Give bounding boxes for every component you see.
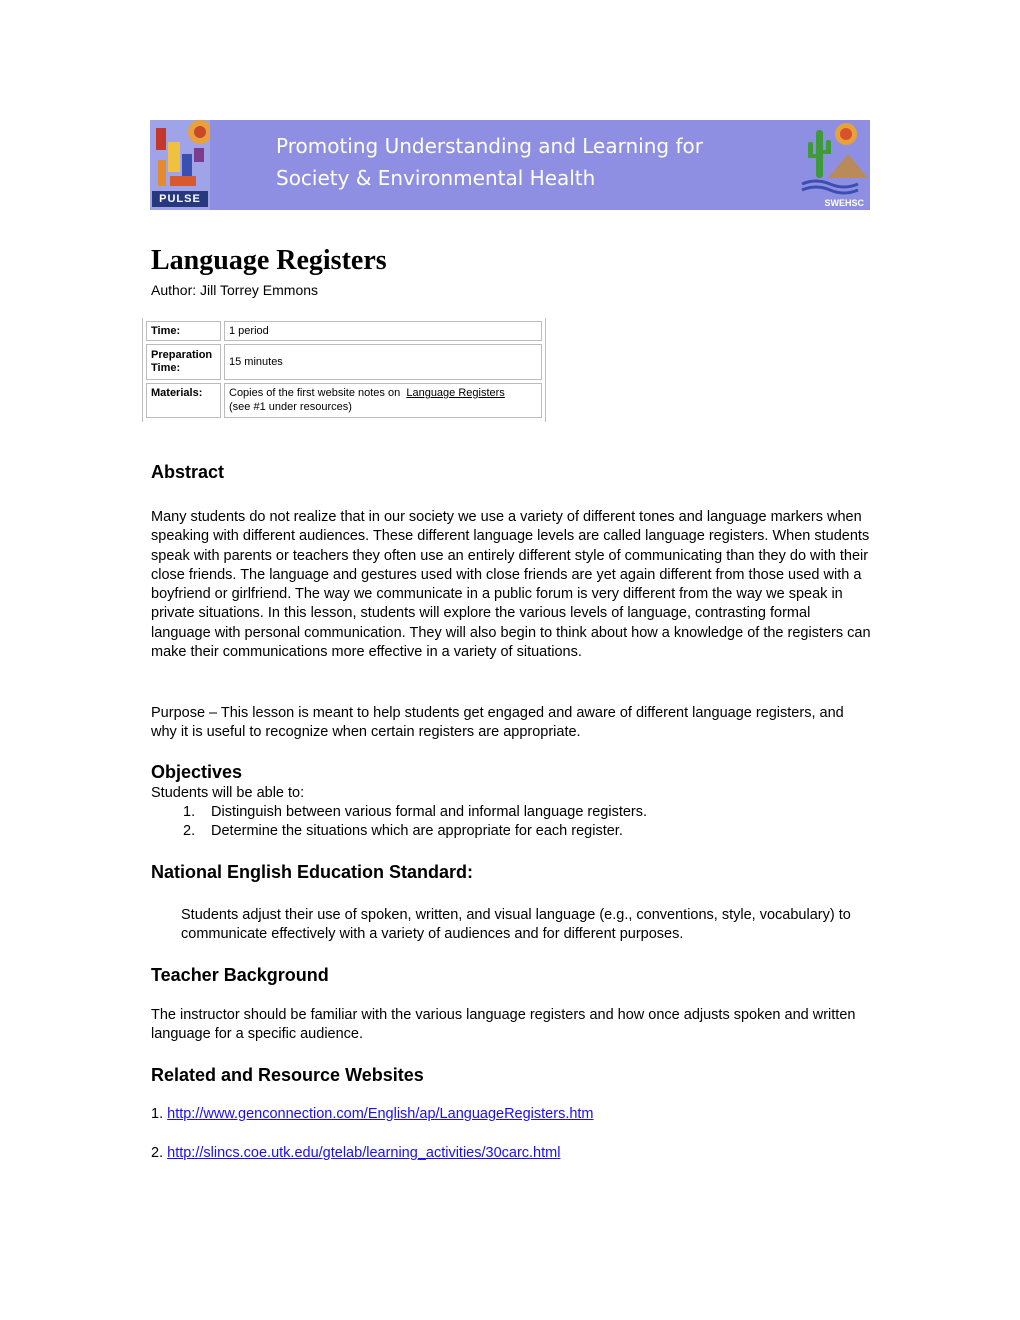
list-item-text: Determine the situations which are appropriate for each register.	[211, 823, 623, 840]
time-label: Time:	[146, 321, 221, 341]
table-row-time	[146, 321, 542, 341]
objectives-intro: Students will be able to:	[151, 785, 305, 801]
purpose-paragraph: Purpose – This lesson is meant to help students get engaged and aware of different language registers, and why it is useful to recognize when certain registers are appropriate.	[151, 705, 844, 741]
cactus-sun-logo-icon	[798, 120, 870, 210]
banner-title	[276, 130, 736, 194]
swehsc-logo	[798, 120, 870, 210]
author-line: Author: Jill Torrey Emmons	[151, 282, 319, 298]
resource-item-1	[151, 1106, 594, 1122]
materials-value	[224, 383, 542, 418]
list-item	[151, 803, 647, 822]
abstract-heading: Abstract	[151, 462, 225, 482]
banner-title-line-2: Society & Environmental Health	[276, 166, 596, 190]
materials-text: Copies of the first website notes on	[229, 387, 401, 399]
swehsc-logo-label: SWEHSC	[824, 198, 864, 208]
language-registers-link[interactable]: Language Registers	[406, 387, 505, 399]
page-title: Language Registers	[151, 245, 387, 276]
preparation-label: Preparation Time:	[146, 344, 221, 380]
objectives-list	[151, 803, 647, 842]
materials-label: Materials:	[146, 383, 221, 418]
pulse-logo-label: PULSE	[152, 191, 208, 207]
pulse-logo	[150, 120, 210, 210]
time-value: 1 period	[224, 321, 542, 341]
list-item-text: Distinguish between various formal and informal language registers.	[211, 804, 648, 820]
resource-item-2	[151, 1145, 560, 1161]
resources-heading: Related and Resource Websites	[151, 1065, 424, 1085]
list-item-number: 2.	[183, 823, 196, 840]
table-row-preparation	[146, 344, 542, 380]
resource-link-genconnection[interactable]: http://www.genconnection.com/English/ap/LanguageRegisters.htm	[167, 1106, 594, 1122]
resource-number: 2.	[151, 1145, 164, 1161]
list-item	[151, 822, 647, 841]
list-item-number: 1.	[183, 804, 196, 820]
abstract-paragraph: Many students do not realize that in our society we use a variety of different tones and language markers when speaking with different audiences. These different language levels are called language registers. When students speak with parents or teachers they often use an entirely different style of communicating than they do with their close friends. The language and gestures used with close friends are yet again different from those used with a boyfriend or girlfriend. The way we communicate in a public forum is very different from the way we speak in private situations. In this lesson, students will explore the various levels of language, contrasting formal language with personal communication. They will also begin to think about how a knowledge of the registers can make their communications more effective in a variety of situations.	[151, 509, 871, 661]
materials-note: (see #1 under resources)	[229, 401, 352, 413]
resource-link-slincs[interactable]: http://slincs.coe.utk.edu/gtelab/learning_activities/30carc.html	[167, 1145, 561, 1161]
standard-heading: National English Education Standard:	[151, 862, 474, 882]
header-banner	[150, 120, 870, 210]
lesson-info-table	[142, 318, 546, 422]
objectives-heading: Objectives	[151, 762, 243, 782]
teacher-background-text: The instructor should be familiar with the various language registers and how once adjusts spoken and written language for a specific audience.	[151, 1007, 856, 1043]
teacher-background-heading: Teacher Background	[151, 965, 329, 985]
table-row-materials	[146, 383, 542, 418]
standard-text: Students adjust their use of spoken, written, and visual language (e.g., conventions, style, vocabulary) to communicate effectively with a variety of audiences and for different purposes.	[181, 907, 851, 943]
banner-title-line-1: Promoting Understanding and Learning for	[276, 134, 703, 158]
preparation-value: 15 minutes	[224, 344, 542, 380]
resource-number: 1.	[151, 1106, 164, 1122]
